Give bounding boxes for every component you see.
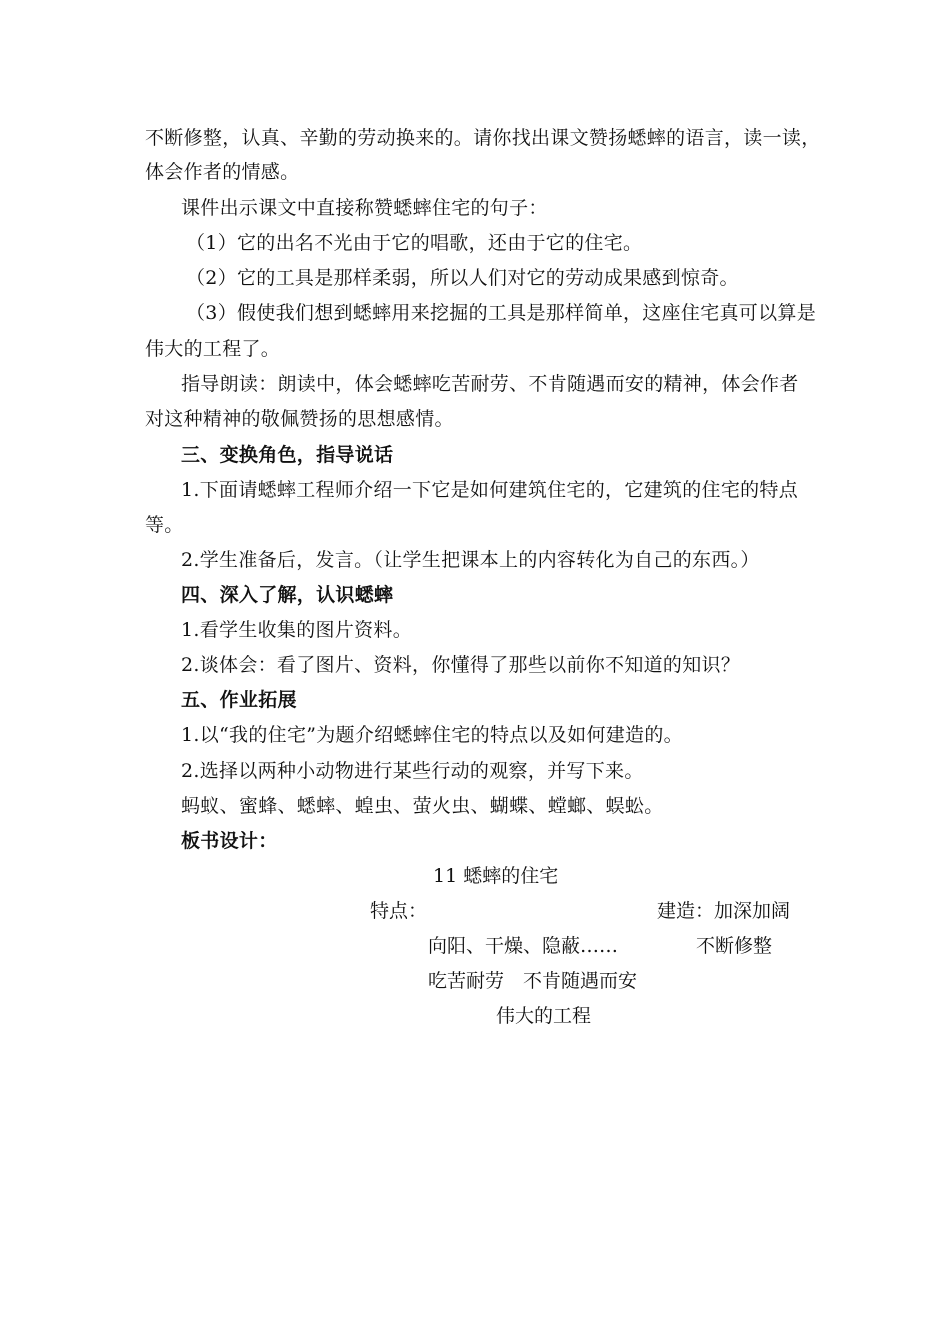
paragraph-line: 体会作者的情感。 <box>145 161 300 183</box>
quoted-sentence-2: （2）它的工具是那样柔弱，所以人们对它的劳动成果感到惊奇。 <box>186 267 739 289</box>
quoted-sentence-3-cont: 伟大的工程了。 <box>145 338 281 360</box>
board-features-label: 特点： <box>370 900 428 922</box>
guide-reading-line: 对这种精神的敬佩赞扬的思想感情。 <box>145 408 454 430</box>
board-spirit: 吃苦耐劳 不肯随遇而安 <box>428 970 638 992</box>
section-3-item-1-cont: 等。 <box>145 514 184 536</box>
animal-list: 蚂蚁、蜜蜂、蟋蟀、蝗虫、萤火虫、蝴蝶、螳螂、蜈蚣。 <box>181 795 664 817</box>
quoted-sentence-3: （3）假使我们想到蟋蟀用来挖掘的工具是那样简单，这座住宅真可以算是 <box>186 302 816 324</box>
section-5-item-2: 2.选择以两种小动物进行某些行动的观察，并写下来。 <box>181 760 644 782</box>
section-5-heading: 五、作业拓展 <box>181 689 297 711</box>
board-title: 11 蟋蟀的住宅 <box>433 865 559 887</box>
quoted-sentence-1: （1）它的出名不光由于它的唱歌，还由于它的住宅。 <box>186 232 643 254</box>
board-build-detail: 不断修整 <box>696 935 773 957</box>
section-3-item-2: 2.学生准备后，发言。（让学生把课本上的内容转化为自己的东西。） <box>181 549 760 571</box>
section-4-item-2: 2.谈体会：看了图片、资料，你懂得了那些以前你不知道的知识？ <box>181 654 741 676</box>
section-3-item-1: 1.下面请蟋蟀工程师介绍一下它是如何建筑住宅的，它建筑的住宅的特点 <box>181 479 799 501</box>
section-4-item-1: 1.看学生收集的图片资料。 <box>181 619 413 641</box>
section-3-heading: 三、变换角色，指导说话 <box>181 444 394 466</box>
section-5-item-1: 1.以“我的住宅”为题介绍蟋蟀住宅的特点以及如何建造的。 <box>181 724 683 746</box>
board-build-label: 建造：加深加阔 <box>657 900 791 922</box>
guide-reading-line: 指导朗读：朗读中，体会蟋蟀吃苦耐劳、不肯随遇而安的精神，体会作者 <box>181 373 799 395</box>
intro-line: 课件出示课文中直接称赞蟋蟀住宅的句子： <box>181 197 548 219</box>
board-features: 向阳、干燥、隐蔽…… <box>428 935 619 957</box>
board-conclusion: 伟大的工程 <box>496 1005 592 1027</box>
board-design-heading: 板书设计： <box>181 830 278 852</box>
paragraph-line: 不断修整，认真、辛勤的劳动换来的。请你找出课文赞扬蟋蟀的语言，读一读， <box>145 127 821 149</box>
section-4-heading: 四、深入了解，认识蟋蟀 <box>181 584 394 606</box>
